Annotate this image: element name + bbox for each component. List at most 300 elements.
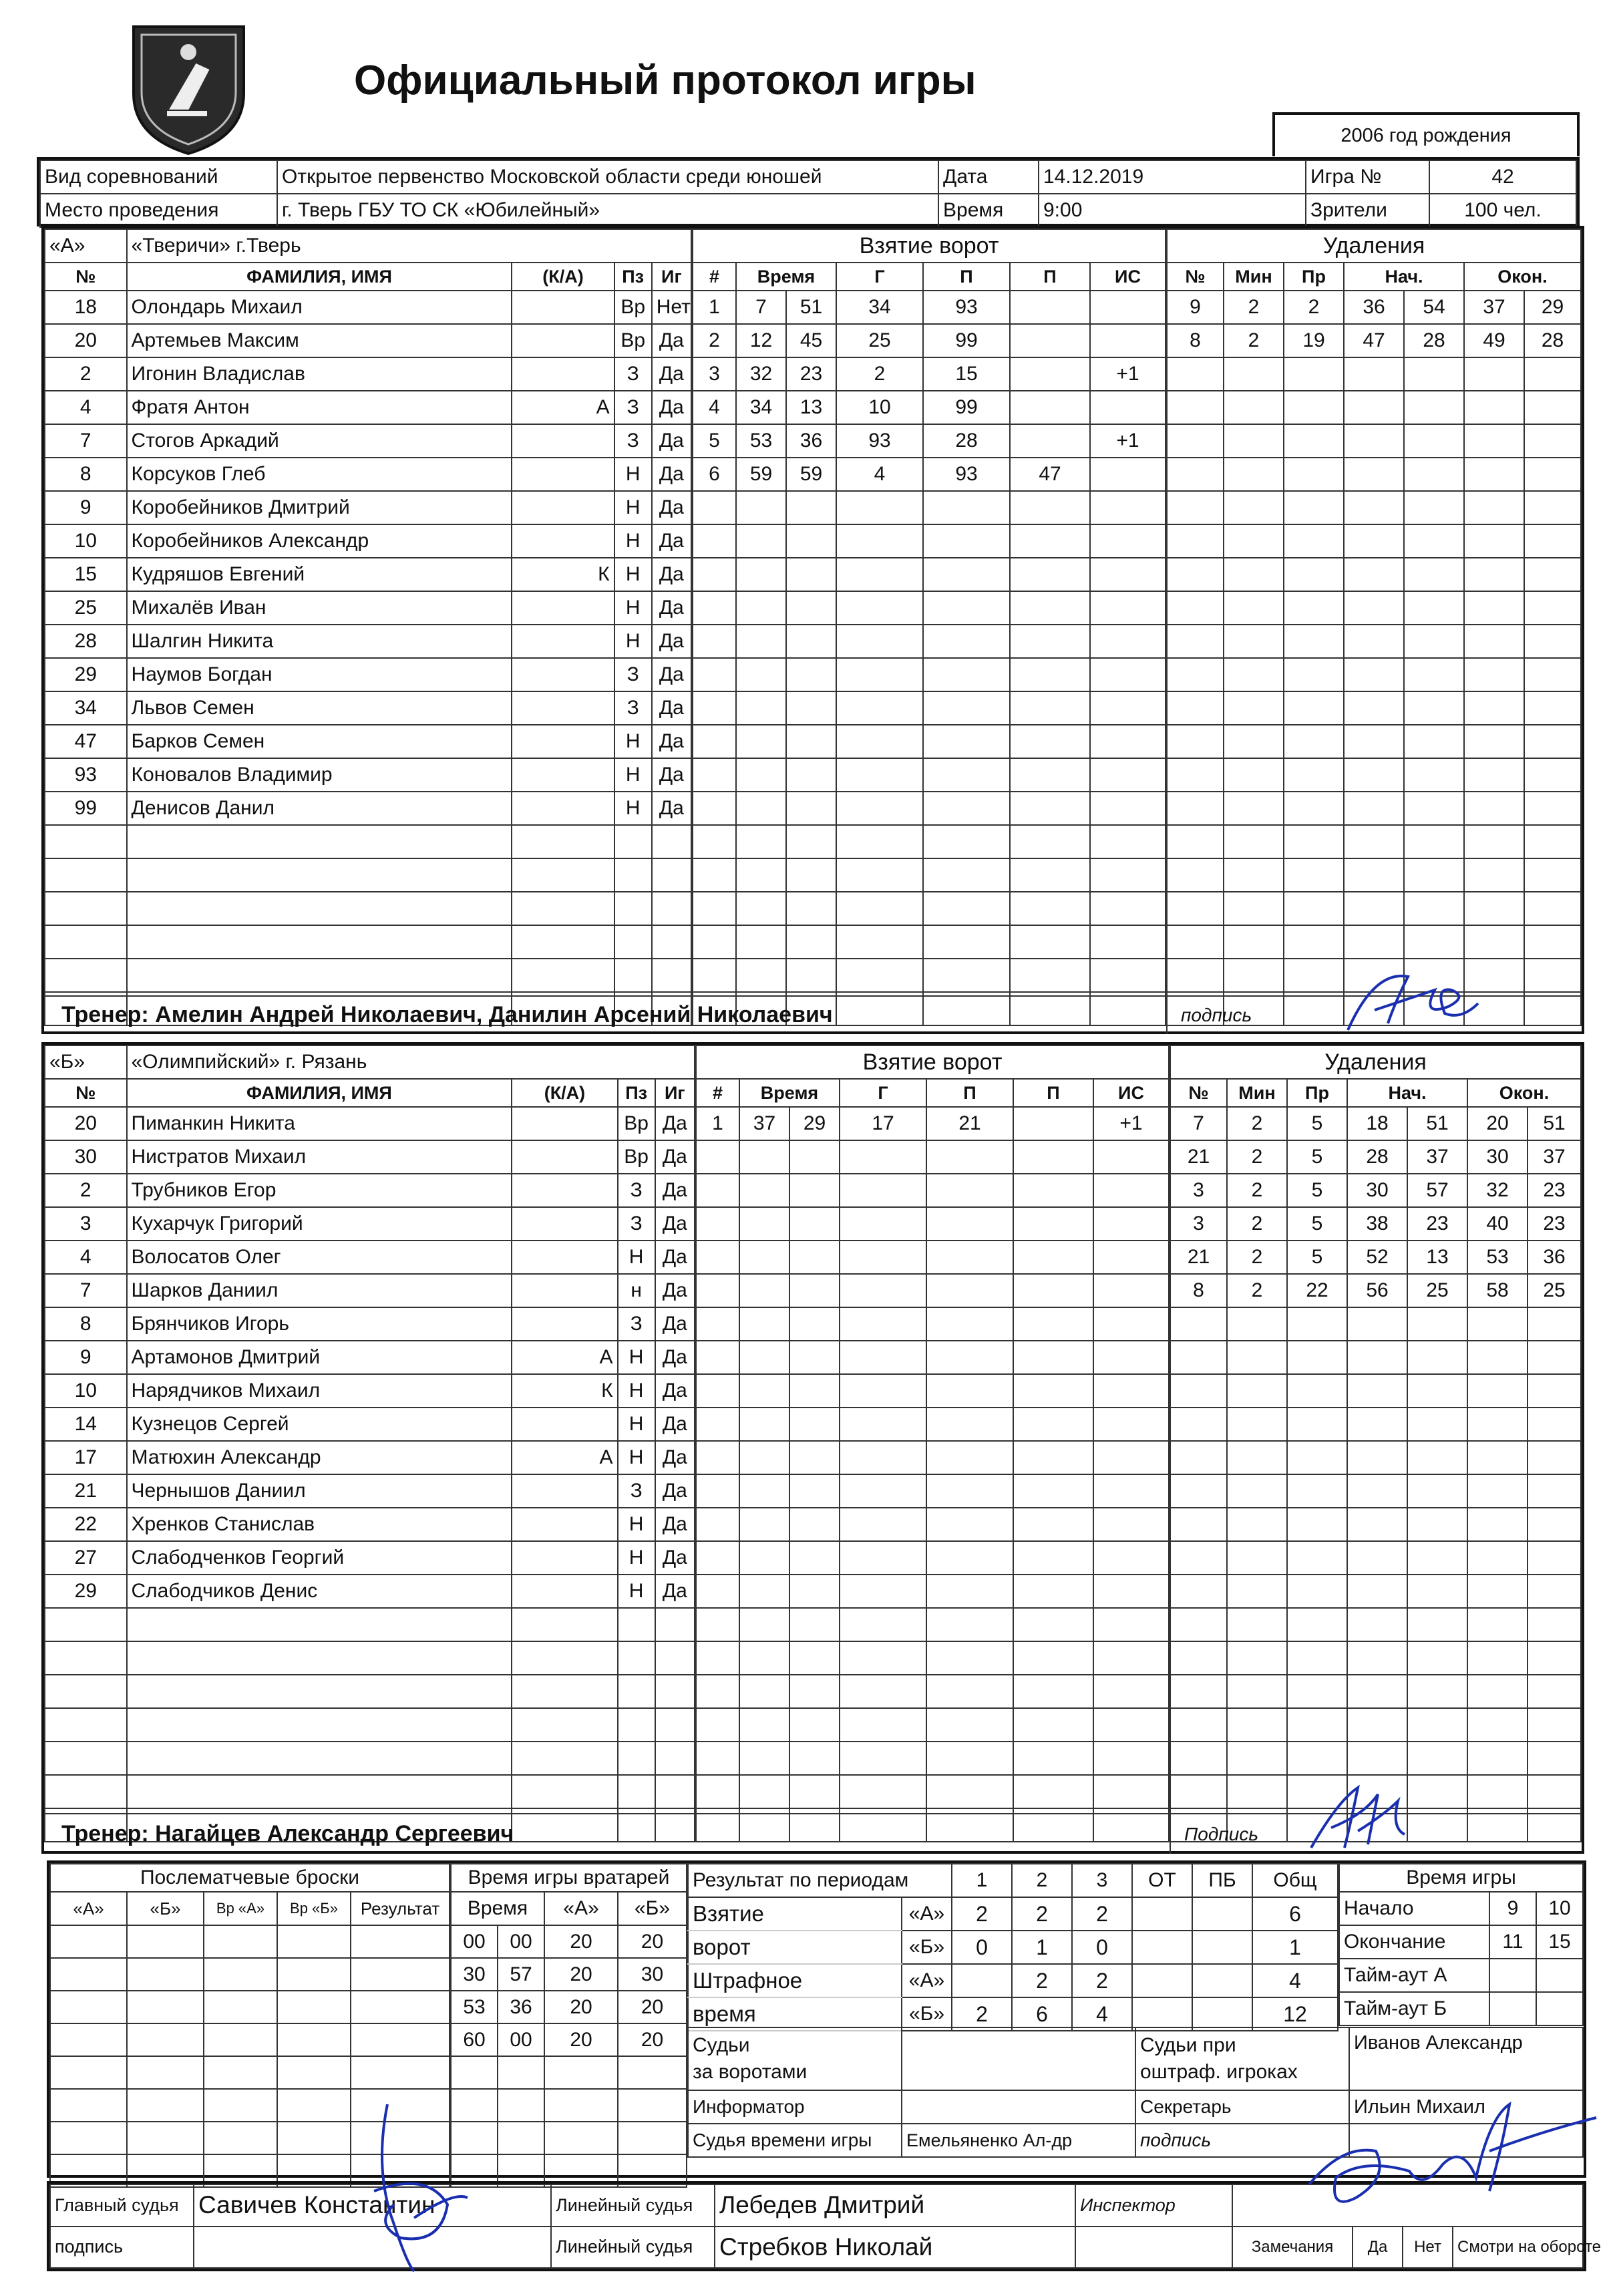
player-name: Михалёв Иван — [127, 591, 512, 625]
player-row — [45, 1508, 695, 1541]
goal-number — [693, 625, 736, 658]
player-role — [512, 524, 614, 558]
line-ref-value-1: Лебедев Дмитрий — [715, 2184, 1075, 2227]
line-ref-label-1: Линейный судья — [551, 2184, 715, 2227]
goal-assist-1 — [923, 959, 1010, 992]
team-a-sign-box — [1166, 995, 1582, 1034]
player-number: 8 — [45, 1307, 127, 1341]
period-value — [1132, 1964, 1192, 1997]
goal-second — [789, 1207, 840, 1241]
penalty-start-sec: 28 — [1404, 324, 1464, 357]
goal-assist-2 — [1010, 825, 1090, 858]
goal-scorer — [836, 792, 923, 825]
goal-scorer — [836, 558, 923, 591]
goal-row — [693, 458, 1166, 491]
penalty-reason — [1287, 1742, 1347, 1775]
player-row — [45, 291, 691, 324]
goal-assist-2 — [1010, 725, 1090, 758]
goal-minute — [736, 691, 786, 725]
player-number — [45, 1608, 127, 1641]
penalty-player — [1167, 491, 1224, 524]
goal-col-n: # — [693, 263, 736, 291]
penalty-end-sec — [1524, 458, 1581, 491]
penalty-start-min — [1347, 1441, 1407, 1474]
player-number: 7 — [45, 424, 127, 458]
penalty-player — [1170, 1474, 1227, 1508]
penalty-player: 21 — [1170, 1241, 1227, 1274]
goal-row — [696, 1608, 1169, 1641]
penalty-end-min: 40 — [1467, 1207, 1528, 1241]
goal-assist-2 — [1010, 792, 1090, 825]
penalty-start-sec — [1407, 1508, 1467, 1541]
player-position: З — [618, 1474, 655, 1508]
goalie-team-a: 20 — [544, 2023, 618, 2056]
penalty-end-min — [1467, 1474, 1528, 1508]
penalty-player — [1170, 1708, 1227, 1742]
penalty-start-min — [1347, 1408, 1407, 1441]
goal-situation — [1090, 658, 1166, 691]
goal-row — [696, 1307, 1169, 1341]
goal-situation — [1090, 591, 1166, 625]
penalty-reason — [1284, 892, 1344, 925]
period-row — [688, 1897, 1338, 1931]
goal-row — [696, 1374, 1169, 1408]
goal-situation — [1093, 1608, 1169, 1641]
goal-assist-2 — [1010, 524, 1090, 558]
player-position — [618, 1775, 655, 1808]
player-name: Волосатов Олег — [127, 1241, 512, 1274]
goal-scorer — [840, 1374, 926, 1408]
player-number: 7 — [45, 1274, 127, 1307]
line-ref-value-2: Стребков Николай — [715, 2227, 1075, 2269]
goal-assist-2 — [1013, 1307, 1093, 1341]
goal-second — [789, 1608, 840, 1641]
penalty-row — [1167, 691, 1581, 725]
penalty-minutes: 2 — [1224, 291, 1284, 324]
player-row — [45, 858, 691, 892]
player-row — [45, 357, 691, 391]
penalty-player — [1170, 1408, 1227, 1441]
penalty-reason — [1287, 1708, 1347, 1742]
penalty-minutes — [1224, 691, 1284, 725]
shootout-col-b: «Б» — [127, 1892, 204, 1925]
penalty-end-min — [1467, 1307, 1528, 1341]
player-number: 93 — [45, 758, 127, 792]
player-name — [127, 1641, 512, 1675]
goal-row — [693, 524, 1166, 558]
penalty-start-sec: 37 — [1407, 1140, 1467, 1174]
goal-assist-1 — [923, 725, 1010, 758]
penalty-end-sec — [1524, 691, 1581, 725]
goal-situation — [1093, 1374, 1169, 1408]
goal-scorer: 25 — [836, 324, 923, 357]
goal-assist-1 — [926, 1474, 1013, 1508]
period-value: 2 — [1072, 1897, 1132, 1931]
goal-row — [693, 691, 1166, 725]
head-ref-value: Савичев Константин — [194, 2184, 551, 2227]
goal-situation — [1093, 1474, 1169, 1508]
penalty-player — [1170, 1541, 1227, 1575]
penalty-minutes — [1224, 424, 1284, 458]
goalie-second: 36 — [498, 1991, 544, 2023]
player-role — [512, 1608, 617, 1641]
player-number — [45, 925, 127, 959]
player-name: Шалгин Никита — [127, 625, 512, 658]
goal-assist-2 — [1010, 424, 1090, 458]
penalty-end-sec — [1524, 357, 1581, 391]
player-role — [512, 758, 614, 792]
period-value: 2 — [1072, 1964, 1132, 1997]
goal-situation — [1093, 1207, 1169, 1241]
goal-situation — [1093, 1140, 1169, 1174]
player-position: З — [618, 1207, 655, 1241]
goal-situation — [1090, 391, 1166, 424]
team-a-section — [41, 226, 1584, 1034]
player-number: 25 — [45, 591, 127, 625]
goal-minute: 7 — [736, 291, 786, 324]
goal-number — [696, 1575, 739, 1608]
goal-row — [693, 725, 1166, 758]
penalty-row — [1167, 291, 1581, 324]
goal-number — [696, 1174, 739, 1207]
penalty-minutes — [1227, 1675, 1287, 1708]
penalty-end-sec: 28 — [1524, 324, 1581, 357]
goal-assist-1 — [926, 1207, 1013, 1241]
penalty-start-min: 28 — [1347, 1140, 1407, 1174]
goalie-second: 57 — [498, 1958, 544, 1991]
period-row-label: Штрафное — [688, 1964, 902, 1997]
penalty-start-min — [1344, 658, 1404, 691]
goal-scorer — [840, 1307, 926, 1341]
penalty-minutes: 2 — [1227, 1207, 1287, 1241]
penalty-start-min: 36 — [1344, 291, 1404, 324]
player-position: Н — [614, 558, 652, 591]
goal-assist-2 — [1013, 1508, 1093, 1541]
goal-number — [696, 1441, 739, 1474]
team-a-coach: Тренер: Амелин Андрей Николаевич, Данилин Арсений Николаевич — [61, 1002, 833, 1027]
goal-assist-2 — [1013, 1107, 1093, 1140]
goal-scorer — [836, 758, 923, 792]
goal-minute — [736, 892, 786, 925]
player-role — [512, 1708, 617, 1742]
goal-minute — [739, 1508, 789, 1541]
player-played: Да — [655, 1374, 695, 1408]
player-played — [655, 1641, 695, 1675]
goal-scorer — [836, 825, 923, 858]
penalty-end-min — [1464, 892, 1524, 925]
player-name: Слабодчиков Денис — [127, 1575, 512, 1608]
player-position: н — [618, 1274, 655, 1307]
player-played: Да — [652, 424, 691, 458]
goal-minute — [739, 1241, 789, 1274]
birth-year: 2006 год рождения — [1272, 112, 1580, 156]
player-role — [512, 725, 614, 758]
goal-assist-2 — [1010, 324, 1090, 357]
player-number: 18 — [45, 291, 127, 324]
goal-situation: +1 — [1090, 424, 1166, 458]
penalty-start-min — [1344, 458, 1404, 491]
penalty-player — [1167, 691, 1224, 725]
player-name — [127, 892, 512, 925]
player-played — [655, 1608, 695, 1641]
goalie-time-title: Время игры вратарей — [451, 1864, 687, 1892]
start-h: 9 — [1489, 1892, 1536, 1925]
penalty-reason: 19 — [1284, 324, 1344, 357]
player-number: 4 — [45, 1241, 127, 1274]
goal-second — [789, 1341, 840, 1374]
penalty-minutes — [1227, 1441, 1287, 1474]
goal-situation — [1093, 1341, 1169, 1374]
goal-assist-2 — [1010, 491, 1090, 524]
player-played: Да — [652, 792, 691, 825]
penalty-player — [1167, 558, 1224, 591]
penalty-start-min — [1344, 858, 1404, 892]
penalty-player: 21 — [1170, 1140, 1227, 1174]
player-name: Кухарчук Григорий — [127, 1207, 512, 1241]
team-b-penalties — [1170, 1045, 1582, 1842]
penalty-start-min — [1347, 1307, 1407, 1341]
goal-col-time: Время — [736, 263, 836, 291]
player-played: Да — [655, 1241, 695, 1274]
player-number: 29 — [45, 658, 127, 691]
penalty-minutes — [1224, 925, 1284, 959]
player-position — [614, 858, 652, 892]
penalty-start-sec — [1404, 691, 1464, 725]
goal-row — [696, 1575, 1169, 1608]
player-name: Коновалов Владимир — [127, 758, 512, 792]
goal-second — [789, 1708, 840, 1742]
penalty-player — [1170, 1374, 1227, 1408]
penalty-judges-label-1: Судьи при — [1140, 2034, 1236, 2056]
player-role — [512, 925, 614, 959]
player-played: Да — [652, 691, 691, 725]
player-position: Н — [618, 1241, 655, 1274]
period-value — [1192, 1897, 1252, 1931]
penalty-reason — [1284, 725, 1344, 758]
col-ka: (К/А) — [512, 263, 614, 291]
goal-assist-2 — [1010, 758, 1090, 792]
head-referee-signature — [347, 2091, 481, 2278]
penalty-start-min — [1344, 491, 1404, 524]
penalty-start-min — [1344, 391, 1404, 424]
goal-number — [696, 1274, 739, 1307]
penalty-start-sec — [1404, 424, 1464, 458]
goal-assist-2 — [1013, 1641, 1093, 1675]
period-value: 1 — [1252, 1931, 1338, 1964]
penalty-start-min — [1347, 1641, 1407, 1675]
player-played — [652, 925, 691, 959]
penalty-reason — [1284, 625, 1344, 658]
player-name: Львов Семен — [127, 691, 512, 725]
goal-assist-1 — [926, 1675, 1013, 1708]
penalty-start-min — [1344, 792, 1404, 825]
penalty-start-min — [1347, 1474, 1407, 1508]
shootout-col-a: «А» — [50, 1892, 127, 1925]
player-role — [512, 424, 614, 458]
penalty-end-min — [1464, 424, 1524, 458]
penalty-reason — [1287, 1374, 1347, 1408]
goal-assist-1 — [923, 758, 1010, 792]
player-position: Н — [614, 591, 652, 625]
team-a-penalties — [1166, 228, 1582, 1026]
remarks-no: Нет — [1403, 2227, 1453, 2269]
goal-minute — [736, 758, 786, 792]
penalty-end-min — [1467, 1608, 1528, 1641]
player-played: Да — [655, 1207, 695, 1241]
team-a-coach-row — [44, 995, 1166, 1034]
player-row — [45, 1608, 695, 1641]
goal-scorer: 34 — [836, 291, 923, 324]
penalty-end-sec: 29 — [1524, 291, 1581, 324]
penalty-row — [1170, 1441, 1581, 1474]
goal-assist-2 — [1013, 1174, 1093, 1207]
goal-judges-value — [902, 2027, 1135, 2090]
penalty-end-sec — [1524, 758, 1581, 792]
player-played — [655, 1775, 695, 1808]
penalty-start-sec: 57 — [1407, 1174, 1467, 1207]
player-number: 28 — [45, 625, 127, 658]
goal-minute — [739, 1408, 789, 1441]
penalty-reason — [1287, 1675, 1347, 1708]
penalty-row — [1170, 1641, 1581, 1675]
period-value — [1192, 1964, 1252, 1997]
goal-scorer: 10 — [836, 391, 923, 424]
team-b-pen-title: Удаления — [1170, 1045, 1581, 1079]
goalie-minute: 30 — [451, 1958, 498, 1991]
player-name: Стогов Аркадий — [127, 424, 512, 458]
penalty-end-min — [1464, 357, 1524, 391]
player-role — [512, 1541, 617, 1575]
goal-number — [693, 758, 736, 792]
player-row — [45, 1207, 695, 1241]
penalty-start-min: 30 — [1347, 1174, 1407, 1207]
goalie-second: 00 — [498, 2023, 544, 2056]
player-row — [45, 1575, 695, 1608]
penalty-minutes: 2 — [1224, 324, 1284, 357]
goal-second — [786, 758, 836, 792]
goal-minute — [739, 1140, 789, 1174]
goal-number — [696, 1541, 739, 1575]
penalty-reason — [1284, 357, 1344, 391]
penalty-start-min — [1344, 892, 1404, 925]
period-value — [1132, 1997, 1192, 2031]
player-row — [45, 625, 691, 658]
player-number — [45, 1708, 127, 1742]
goal-col-is: ИС — [1090, 263, 1166, 291]
penalty-start-min — [1344, 758, 1404, 792]
penalty-end-sec — [1524, 725, 1581, 758]
penalty-row — [1170, 1374, 1581, 1408]
penalty-end-sec — [1528, 1408, 1581, 1441]
team-b-sign-box — [1170, 1813, 1582, 1854]
goal-assist-1 — [926, 1441, 1013, 1474]
penalty-start-min — [1344, 925, 1404, 959]
player-position: З — [618, 1174, 655, 1207]
goalie-minute: 60 — [451, 2023, 498, 2056]
goal-minute — [739, 1307, 789, 1341]
player-position: З — [614, 424, 652, 458]
goal-col-p1: П — [923, 263, 1010, 291]
player-number: 21 — [45, 1474, 127, 1508]
goal-number — [693, 858, 736, 892]
team-a-pen-title: Удаления — [1167, 229, 1581, 263]
player-played — [655, 1708, 695, 1742]
penalty-row — [1167, 324, 1581, 357]
goal-assist-1 — [923, 625, 1010, 658]
penalty-row — [1170, 1207, 1581, 1241]
penalty-start-sec — [1404, 725, 1464, 758]
player-played: Да — [655, 1274, 695, 1307]
penalty-end-min — [1467, 1374, 1528, 1408]
goal-row — [693, 357, 1166, 391]
player-number — [45, 959, 127, 992]
goal-row — [693, 291, 1166, 324]
penalty-reason — [1287, 1408, 1347, 1441]
penalty-row — [1170, 1274, 1581, 1307]
player-name: Чернышов Даниил — [127, 1474, 512, 1508]
penalty-end-min — [1467, 1508, 1528, 1541]
game-time-title: Время игры — [1339, 1864, 1583, 1892]
game-value: 42 — [1429, 160, 1576, 194]
player-name: Слабодченков Георгий — [127, 1541, 512, 1575]
goal-scorer — [840, 1474, 926, 1508]
penalty-row — [1170, 1474, 1581, 1508]
goalie-minute: 53 — [451, 1991, 498, 2023]
goalie-team-b: 30 — [618, 1958, 687, 1991]
penalty-player: 7 — [1170, 1107, 1227, 1140]
penalty-reason: 5 — [1287, 1174, 1347, 1207]
penalty-end-min — [1467, 1708, 1528, 1742]
penalty-end-sec — [1524, 625, 1581, 658]
time-label: Время — [938, 194, 1039, 227]
penalty-minutes — [1227, 1775, 1287, 1808]
penalty-reason — [1284, 825, 1344, 858]
goal-assist-2 — [1010, 691, 1090, 725]
player-role — [512, 792, 614, 825]
goal-second — [789, 1274, 840, 1307]
goal-col-p2: П — [1013, 1079, 1093, 1107]
player-number: 10 — [45, 524, 127, 558]
penalty-end-sec: 23 — [1528, 1174, 1581, 1207]
player-name — [127, 1742, 512, 1775]
secretary-value: Ильин Михаил — [1349, 2090, 1583, 2124]
penalty-minutes — [1227, 1742, 1287, 1775]
goalie-team-a: 20 — [544, 1958, 618, 1991]
timeout-a-m — [1536, 1959, 1583, 1992]
player-number — [45, 825, 127, 858]
player-row — [45, 1775, 695, 1808]
player-played: Да — [655, 1341, 695, 1374]
penalty-player — [1170, 1742, 1227, 1775]
penalty-player — [1167, 591, 1224, 625]
penalty-start-sec: 51 — [1407, 1107, 1467, 1140]
player-position: Вр — [618, 1107, 655, 1140]
player-played: Да — [655, 1575, 695, 1608]
goal-scorer — [840, 1207, 926, 1241]
venue-value: г. Тверь ГБУ ТО СК «Юбилейный» — [277, 194, 938, 227]
goal-row — [693, 792, 1166, 825]
goal-minute — [736, 625, 786, 658]
goal-row — [696, 1207, 1169, 1241]
goal-number — [696, 1341, 739, 1374]
penalty-player — [1170, 1608, 1227, 1641]
player-role — [512, 1207, 617, 1241]
penalty-row — [1167, 524, 1581, 558]
penalty-start-sec — [1404, 658, 1464, 691]
penalty-reason — [1287, 1341, 1347, 1374]
player-role: К — [512, 1374, 617, 1408]
goal-assist-1 — [926, 1241, 1013, 1274]
